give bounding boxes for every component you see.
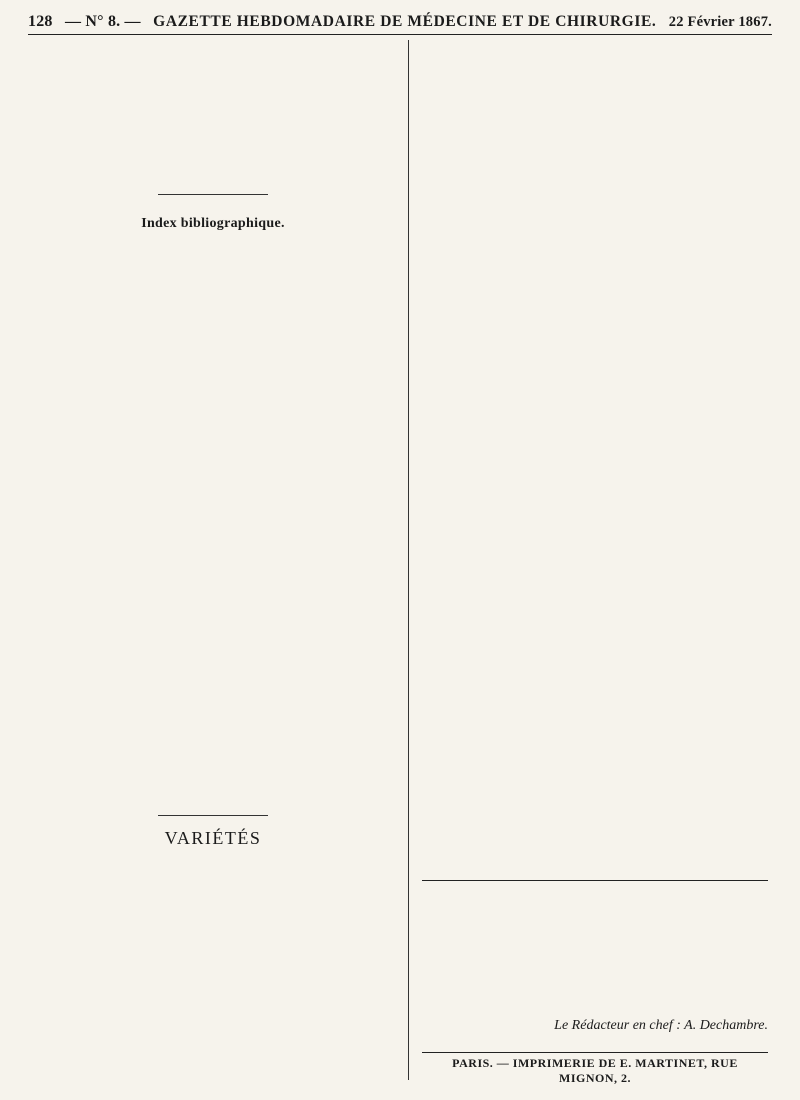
separator-rule xyxy=(158,194,268,195)
issue-date: 22 Février 1867. xyxy=(668,13,772,30)
issue-number: — N° 8. — xyxy=(65,13,141,30)
intro-paragraph xyxy=(28,60,398,200)
bib-entry-cancer-title xyxy=(28,506,398,546)
strasbourg-paragraph xyxy=(422,418,792,470)
varietes-paragraph-1 xyxy=(28,848,398,998)
varietes-paragraph-2 xyxy=(28,1000,398,1100)
bib-entry-cancer-body xyxy=(28,550,398,660)
column-divider xyxy=(408,40,409,1080)
banquet-paragraph xyxy=(422,280,792,416)
page-number: 128 xyxy=(28,13,53,30)
ecole-bordeaux-paragraph xyxy=(422,475,792,615)
bib-entry-peritonite-title xyxy=(28,666,398,694)
sommaire-box xyxy=(422,880,768,1017)
page-header xyxy=(28,10,772,35)
bib-entry-peritonite-body xyxy=(28,700,398,830)
imprimerie-line: PARIS. — IMPRIMERIE DE E. MARTINET, RUE MIGNON, 2. xyxy=(422,1052,768,1086)
varietes-title: VARIÉTÉS xyxy=(164,828,262,848)
bib-entry-alcool-title xyxy=(28,240,398,266)
societes-savantes-paragraph xyxy=(422,652,792,882)
ecole-besancon-paragraph xyxy=(422,124,792,274)
redacteur-line: Le Rédacteur en chef : A. Dechambre. xyxy=(554,1018,768,1033)
separator-rule xyxy=(158,815,268,816)
faculte-paris-paragraph xyxy=(422,60,792,120)
ecole-reims-paragraph xyxy=(422,618,792,648)
bib-entry-alcool-body xyxy=(28,274,398,509)
index-heading: Index bibliographique. xyxy=(141,216,285,231)
journal-title: GAZETTE HEBDOMADAIRE DE MÉDECINE ET DE CHIRURGIE. xyxy=(153,13,657,30)
